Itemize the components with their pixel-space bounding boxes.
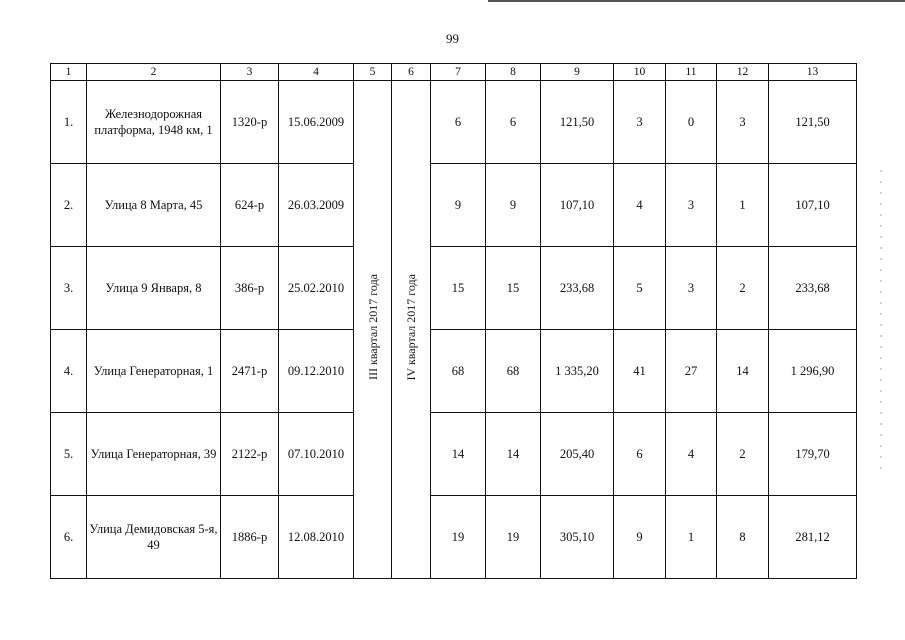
col10-cell: 3 (614, 81, 666, 164)
col9-cell: 233,68 (541, 247, 614, 330)
row-index: 3. (51, 247, 87, 330)
col8-cell: 14 (486, 413, 541, 496)
col7-cell: 14 (431, 413, 486, 496)
document-date-cell: 12.08.2010 (279, 496, 354, 579)
col10-cell: 4 (614, 164, 666, 247)
col-number: 7 (431, 64, 486, 81)
table-row (51, 247, 857, 330)
quarter-4-label: IV квартал 2017 года (404, 274, 418, 381)
col8-cell: 15 (486, 247, 541, 330)
col7-cell: 6 (431, 81, 486, 164)
table-row (51, 413, 857, 496)
col13-cell: 1 296,90 (769, 330, 857, 413)
col8-cell: 19 (486, 496, 541, 579)
col13-cell: 233,68 (769, 247, 857, 330)
document-date-cell: 07.10.2010 (279, 413, 354, 496)
document-number-cell: 2122-р (221, 413, 279, 496)
col9-cell: 1 335,20 (541, 330, 614, 413)
document-number-cell: 386-р (221, 247, 279, 330)
col11-cell: 3 (666, 164, 717, 247)
col11-cell: 1 (666, 496, 717, 579)
document-number-cell: 1886-р (221, 496, 279, 579)
col9-cell: 305,10 (541, 496, 614, 579)
col12-cell: 14 (717, 330, 769, 413)
col13-cell: 107,10 (769, 164, 857, 247)
col-number: 2 (87, 64, 221, 81)
col12-cell: 2 (717, 247, 769, 330)
col-number: 8 (486, 64, 541, 81)
col-number: 4 (279, 64, 354, 81)
col11-cell: 4 (666, 413, 717, 496)
col13-cell: 281,12 (769, 496, 857, 579)
col5-quarter-cell (354, 81, 392, 579)
col-number: 9 (541, 64, 614, 81)
row-index: 5. (51, 413, 87, 496)
top-rule (488, 0, 905, 2)
col9-cell: 121,50 (541, 81, 614, 164)
col8-cell: 68 (486, 330, 541, 413)
col10-cell: 41 (614, 330, 666, 413)
table-row (51, 164, 857, 247)
col-number: 5 (354, 64, 392, 81)
address-cell: Железнодорожная платформа, 1948 км, 1 (87, 81, 221, 164)
col9-cell: 205,40 (541, 413, 614, 496)
housing-register-table (50, 63, 857, 579)
document-date-cell: 09.12.2010 (279, 330, 354, 413)
col10-cell: 9 (614, 496, 666, 579)
col8-cell: 9 (486, 164, 541, 247)
row-index: 1. (51, 81, 87, 164)
col10-cell: 5 (614, 247, 666, 330)
col-number: 3 (221, 64, 279, 81)
document-date-cell: 26.03.2009 (279, 164, 354, 247)
address-cell: Улица Генераторная, 39 (87, 413, 221, 496)
row-index: 4. (51, 330, 87, 413)
col7-cell: 68 (431, 330, 486, 413)
col-number: 11 (666, 64, 717, 81)
row-index: 6. (51, 496, 87, 579)
address-cell: Улица Демидовская 5-я, 49 (87, 496, 221, 579)
col-number: 1 (51, 64, 87, 81)
column-number-row (51, 64, 857, 81)
address-cell: Улица 9 Января, 8 (87, 247, 221, 330)
col-number: 12 (717, 64, 769, 81)
document-number-cell: 624-р (221, 164, 279, 247)
col12-cell: 2 (717, 413, 769, 496)
document-date-cell: 25.02.2010 (279, 247, 354, 330)
col11-cell: 27 (666, 330, 717, 413)
col-number: 6 (392, 64, 431, 81)
scan-noise-strip (880, 170, 882, 470)
col12-cell: 8 (717, 496, 769, 579)
col8-cell: 6 (486, 81, 541, 164)
col10-cell: 6 (614, 413, 666, 496)
col7-cell: 15 (431, 247, 486, 330)
col11-cell: 0 (666, 81, 717, 164)
table-row (51, 81, 857, 164)
document-number-cell: 2471-р (221, 330, 279, 413)
col7-cell: 19 (431, 496, 486, 579)
document-number-cell: 1320-р (221, 81, 279, 164)
table-row (51, 330, 857, 413)
col6-quarter-cell (392, 81, 431, 579)
col13-cell: 179,70 (769, 413, 857, 496)
col-number: 10 (614, 64, 666, 81)
col11-cell: 3 (666, 247, 717, 330)
row-index: 2. (51, 164, 87, 247)
address-cell: Улица Генераторная, 1 (87, 330, 221, 413)
col12-cell: 1 (717, 164, 769, 247)
col13-cell: 121,50 (769, 81, 857, 164)
col7-cell: 9 (431, 164, 486, 247)
quarter-3-label: III квартал 2017 года (365, 274, 380, 381)
address-cell: Улица 8 Марта, 45 (87, 164, 221, 247)
col-number: 13 (769, 64, 857, 81)
col9-cell: 107,10 (541, 164, 614, 247)
document-date-cell: 15.06.2009 (279, 81, 354, 164)
col12-cell: 3 (717, 81, 769, 164)
page-number: 99 (446, 31, 459, 46)
table-row (51, 496, 857, 579)
